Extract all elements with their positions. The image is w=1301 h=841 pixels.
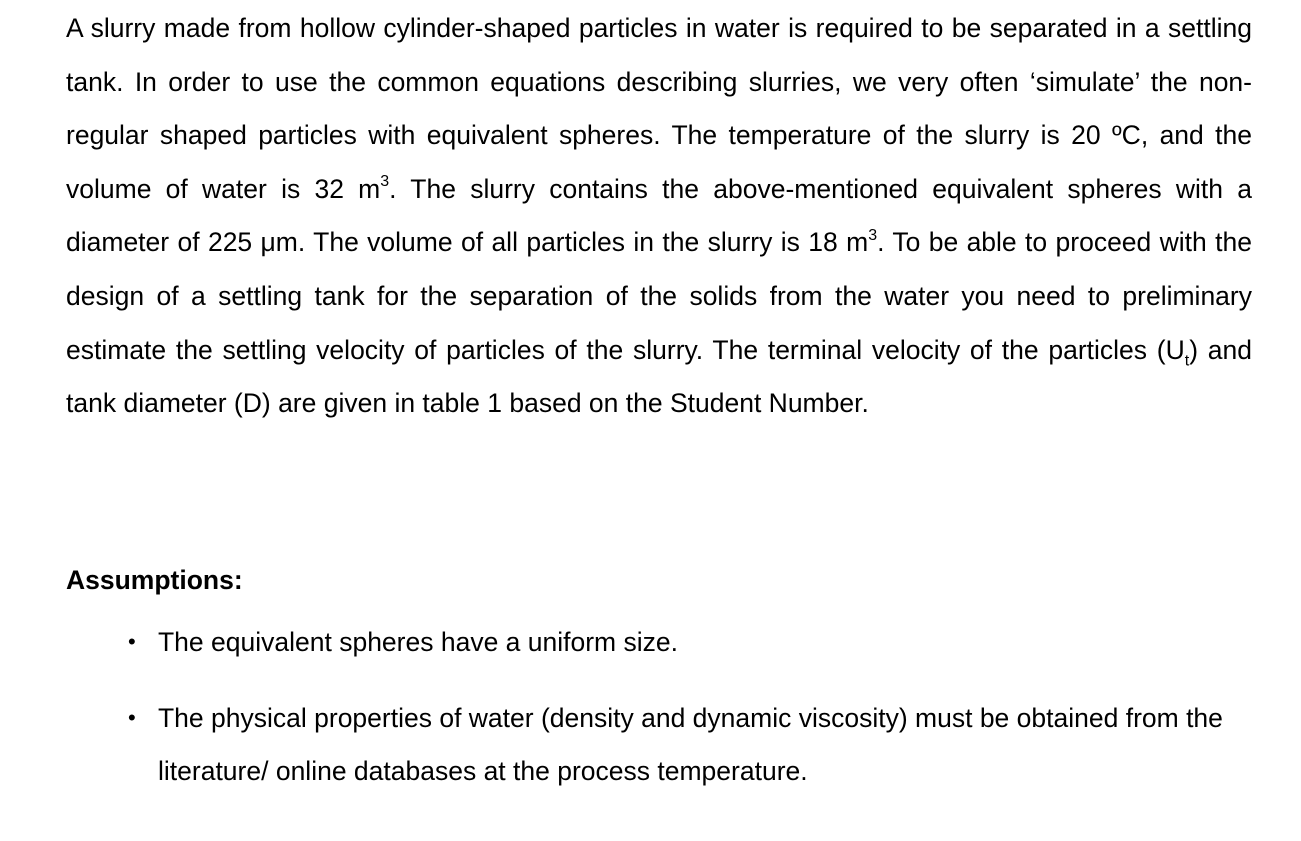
problem-statement bbox=[66, 0, 1252, 431]
cubic-superscript: 3 bbox=[868, 226, 878, 244]
assumption-text: The equivalent spheres have a uniform size. bbox=[158, 627, 678, 657]
bullet-icon: • bbox=[128, 629, 136, 654]
terminal-subscript: t bbox=[1184, 351, 1190, 369]
statement-part-3: . To be able to proceed with the design of a settling tank for the separation of the solids from the water you need to preliminary estimate the settling velocity of particles of the slurry. The terminal velocity of the particles (U bbox=[66, 227, 1252, 365]
statement-part-4: ) and tank diameter (D) are given in table 1 based on the Student Number. bbox=[66, 334, 1252, 419]
document-page bbox=[66, 0, 1252, 787]
assumptions-list bbox=[128, 616, 1268, 799]
statement-part-1: A slurry made from hollow cylinder-shaped particles in water is required to be separated in a settling tank. In order to use the common equations describing slurries, we very often ‘simulate’ the non-regular shaped particles with equivalent spheres. The temperature of the slurry is 20 ºC, and the volume of water is 32 m bbox=[66, 13, 1252, 204]
list-item bbox=[128, 692, 1268, 799]
assumptions-heading: Assumptions: bbox=[66, 565, 243, 595]
bullet-icon: • bbox=[128, 704, 136, 730]
assumption-text: The physical properties of water (density and dynamic viscosity) must be obtained from the literature/ online databases at the process temperature. bbox=[158, 702, 1223, 787]
list-item bbox=[128, 616, 1268, 670]
statement-part-2: . The slurry contains the above-mentioned equivalent spheres with a diameter of 225 μm. The volume of all particles in the slurry is 18 m bbox=[66, 173, 1252, 258]
cubic-superscript: 3 bbox=[380, 172, 390, 190]
